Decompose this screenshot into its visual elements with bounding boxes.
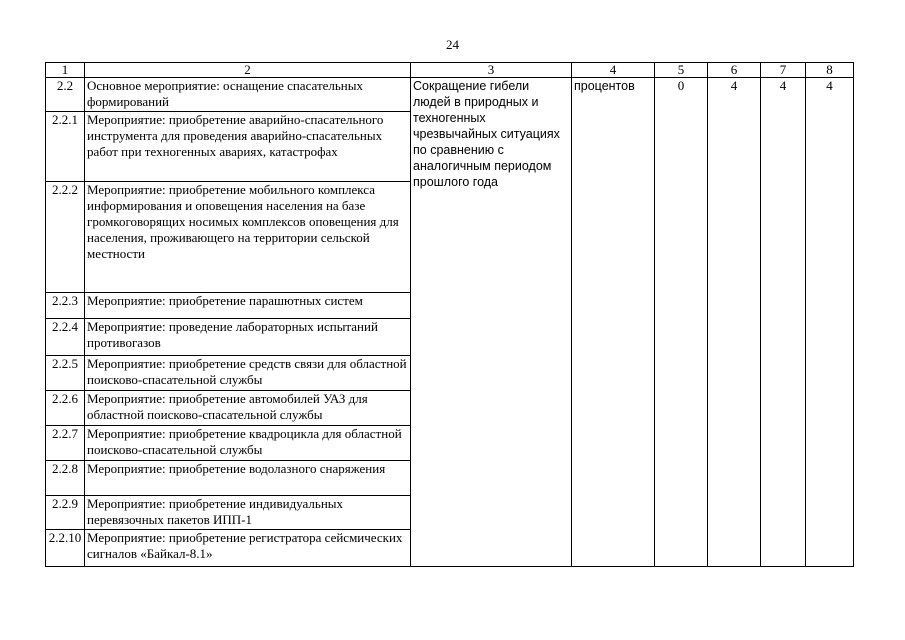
row-description: Мероприятие: проведение лабораторных испытаний противогазов (85, 319, 411, 356)
row-number: 2.2.7 (46, 426, 85, 461)
header-col-6: 6 (708, 63, 761, 78)
row-number: 2.2.9 (46, 496, 85, 530)
row-description: Мероприятие: приобретение водолазного снаряжения (85, 461, 411, 496)
row-number: 2.2.3 (46, 293, 85, 319)
header-col-8: 8 (806, 63, 854, 78)
value-col-8: 4 (806, 78, 854, 567)
header-col-4: 4 (572, 63, 655, 78)
row-number: 2.2.2 (46, 182, 85, 293)
header-col-1: 1 (46, 63, 85, 78)
row-description: Мероприятие: приобретение аварийно-спасательного инструмента для проведения аварийно-спасательных работ при техногенных авариях, катастрофах (85, 112, 411, 182)
value-col-7: 4 (761, 78, 806, 567)
header-col-7: 7 (761, 63, 806, 78)
unit-cell: процентов (572, 78, 655, 567)
row-description: Мероприятие: приобретение средств связи для областной поисково-спасательной службы (85, 356, 411, 391)
row-description: Мероприятие: приобретение квадроцикла для областной поисково-спасательной службы (85, 426, 411, 461)
value-col-6: 4 (708, 78, 761, 567)
header-col-5: 5 (655, 63, 708, 78)
activities-table (45, 62, 854, 567)
row-description: Мероприятие: приобретение автомобилей УАЗ для областной поисково-спасательной службы (85, 391, 411, 426)
row-number: 2.2.10 (46, 530, 85, 567)
row-number: 2.2.1 (46, 112, 85, 182)
row-description: Основное мероприятие: оснащение спасательных формирований (85, 78, 411, 112)
header-col-3: 3 (411, 63, 572, 78)
row-number: 2.2.6 (46, 391, 85, 426)
row-description: Мероприятие: приобретение мобильного комплекса информирования и оповещения населения на базе громкоговорящих носимых комплексов оповещения для населения, проживающего на территории сельской местности (85, 182, 411, 293)
page-number: 24 (446, 37, 459, 52)
table-row (46, 78, 854, 112)
value-col-5: 0 (655, 78, 708, 567)
row-number: 2.2 (46, 78, 85, 112)
row-description: Мероприятие: приобретение регистратора сейсмических сигналов «Байкал-8.1» (85, 530, 411, 567)
indicator-cell: Сокращение гибели людей в природных и техногенных чрезвычайных ситуациях по сравнению с аналогичным периодом прошлого года (411, 78, 572, 567)
header-col-2: 2 (85, 63, 411, 78)
row-description: Мероприятие: приобретение индивидуальных перевязочных пакетов ИПП-1 (85, 496, 411, 530)
row-description: Мероприятие: приобретение парашютных систем (85, 293, 411, 319)
row-number: 2.2.4 (46, 319, 85, 356)
row-number: 2.2.5 (46, 356, 85, 391)
table-header-row (46, 63, 854, 78)
row-number: 2.2.8 (46, 461, 85, 496)
